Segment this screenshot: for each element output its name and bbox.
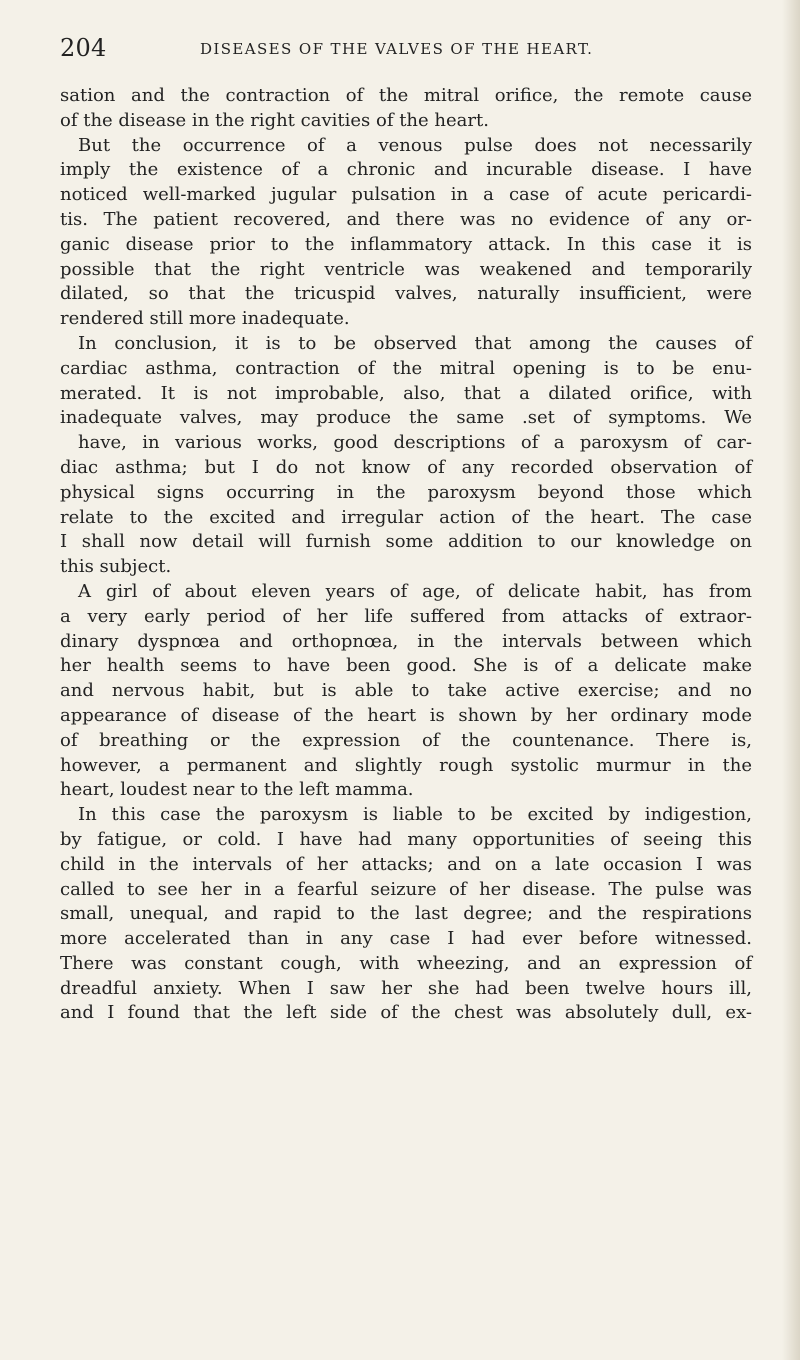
text-line: possible that the right ventricle was weakened and temporarily xyxy=(60,258,752,280)
text-line: have, in various works, good descriptions of a paroxysm of car- xyxy=(78,432,752,454)
text-line: There was constant cough, with wheezing, and an expression of xyxy=(60,952,752,974)
text-line: called to see her in a fearful seizure of her disease. The pulse was xyxy=(60,878,752,900)
text-line: merated. It is not improbable, also, that a dilated orifice, with xyxy=(60,382,752,404)
text-line: imply the existence of a chronic and incurable disease. I have xyxy=(60,159,752,181)
text-line: her health seems to have been good. She is of a delicate make xyxy=(60,655,752,677)
text-line: ganic disease prior to the inflammatory attack. In this case it is xyxy=(60,233,752,255)
page-number: 204 xyxy=(60,34,107,62)
text-line: of breathing or the expression of the countenance. There is, xyxy=(60,729,752,751)
running-head: DISEASES OF THE VALVES OF THE HEART. xyxy=(200,40,594,58)
body-text xyxy=(60,84,752,1026)
text-line: noticed well-marked jugular pulsation in a case of acute pericardi- xyxy=(60,184,752,206)
page-edge-shadow xyxy=(782,0,800,1360)
text-line: and nervous habit, but is able to take active exercise; and no xyxy=(60,680,752,702)
text-line: small, unequal, and rapid to the last degree; and the respirations xyxy=(60,903,752,925)
page-header xyxy=(60,34,750,66)
text-line: dreadful anxiety. When I saw her she had been twelve hours ill, xyxy=(60,977,752,999)
text-line: diac asthma; but I do not know of any recorded observation of xyxy=(60,456,752,478)
text-line: tis. The patient recovered, and there was no evidence of any or- xyxy=(60,208,752,230)
text-line: sation and the contraction of the mitral orifice, the remote cause xyxy=(60,85,752,106)
text-line: physical signs occurring in the paroxysm beyond those which xyxy=(60,481,752,503)
text-line: a very early period of her life suffered from attacks of extraor- xyxy=(60,605,752,627)
text-line: appearance of disease of the heart is shown by her ordinary mode xyxy=(60,704,752,726)
text-line: relate to the excited and irregular action of the heart. The case xyxy=(60,506,752,528)
text-line: dinary dyspnœa and orthopnœa, in the intervals between which xyxy=(60,630,752,652)
text-line: child in the intervals of her attacks; and on a late occasion I was xyxy=(60,853,752,875)
text-line: rendered still more inadequate. xyxy=(60,308,350,330)
text-line: cardiac asthma, contraction of the mitral opening is to be enu- xyxy=(60,357,752,379)
text-line: by fatigue, or cold. I have had many opportunities of seeing this xyxy=(60,828,752,850)
text-line: heart, loudest near to the left mamma. xyxy=(60,779,414,801)
text-line: In this case the paroxysm is liable to be excited by indigestion, xyxy=(78,804,752,826)
text-line: dilated, so that the tricuspid valves, naturally insufficient, were xyxy=(60,283,752,305)
text-line: this subject. xyxy=(60,556,172,578)
text-line: of the disease in the right cavities of the heart. xyxy=(60,109,489,131)
text-line: But the occurrence of a venous pulse does not necessarily xyxy=(78,134,752,156)
text-line: more accelerated than in any case I had ever before witnessed. xyxy=(60,928,752,950)
text-line: and I found that the left side of the chest was absolutely dull, ex- xyxy=(60,1002,752,1024)
text-line: however, a permanent and slightly rough systolic murmur in the xyxy=(60,754,752,776)
text-line: In conclusion, it is to be observed that among the causes of xyxy=(78,332,752,354)
text-line: A girl of about eleven years of age, of delicate habit, has from xyxy=(78,580,752,602)
text-line: inadequate valves, may produce the same .set of symptoms. We xyxy=(60,407,752,429)
text-line: I shall now detail will furnish some addition to our knowledge on xyxy=(60,531,752,553)
